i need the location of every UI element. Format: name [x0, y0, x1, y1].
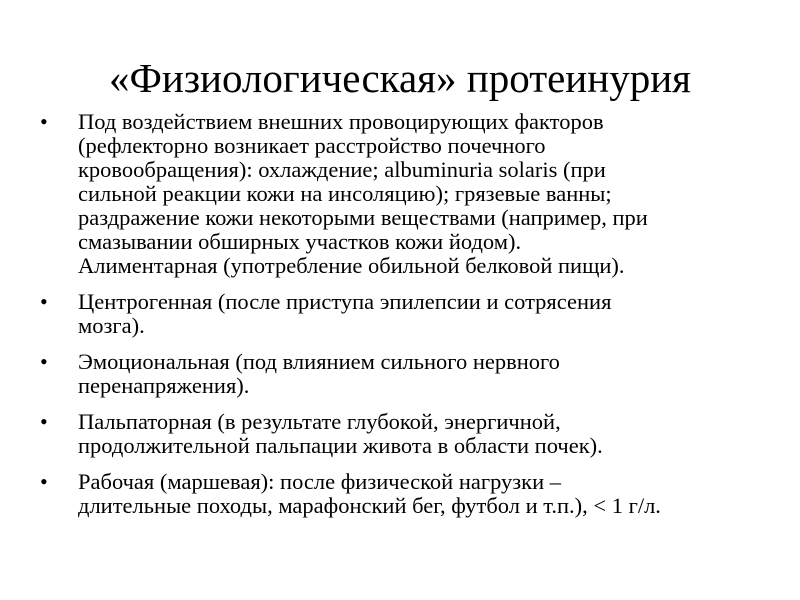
- bullet-text-line: (рефлекторно возникает расстройство почечного: [78, 133, 546, 158]
- bullet-text-line: смазывании обширных участков кожи йодом).: [78, 229, 522, 254]
- bullet-text-line: Алиментарная (употребление обильной белковой пищи).: [78, 253, 625, 278]
- bullet-item: [40, 350, 785, 398]
- bullet-list: [40, 110, 785, 530]
- bullet-text-line: перенапряжения).: [78, 373, 250, 398]
- bullet-text-line: сильной реакции кожи на инсоляцию); грязевые ванны;: [78, 181, 612, 206]
- bullet-item: [40, 470, 785, 518]
- bullet-text-line: продолжительной пальпации живота в области почек).: [78, 433, 603, 458]
- bullet-item: [40, 290, 785, 338]
- bullet-text-line: Эмоциональная (под влиянием сильного нервного: [78, 349, 560, 374]
- bullet-icon: •: [40, 409, 48, 434]
- bullet-text-line: Рабочая (маршевая): после физической нагрузки –: [78, 469, 562, 494]
- bullet-text-line: длительные походы, марафонский бег, футбол и т.п.), < 1 г/л.: [78, 493, 661, 518]
- bullet-icon: •: [40, 109, 48, 134]
- bullet-text-line: раздражение кожи некоторыми веществами (например, при: [78, 205, 648, 230]
- bullet-text-line: Центрогенная (после приступа эпилепсии и сотрясения: [78, 289, 612, 314]
- bullet-icon: •: [40, 289, 48, 314]
- bullet-icon: •: [40, 469, 48, 494]
- bullet-text-line: Пальпаторная (в результате глубокой, энергичной,: [78, 409, 561, 434]
- slide-title: «Физиологическая» протеинурия: [109, 55, 691, 101]
- bullet-item: [40, 410, 785, 458]
- bullet-item: [40, 110, 785, 278]
- bullet-icon: •: [40, 349, 48, 374]
- bullet-text-line: кровообращения): охлаждение; albuminuria solaris (при: [78, 157, 606, 182]
- bullet-text-line: Под воздействием внешних провоцирующих факторов: [78, 109, 604, 134]
- bullet-text-line: мозга).: [78, 313, 145, 338]
